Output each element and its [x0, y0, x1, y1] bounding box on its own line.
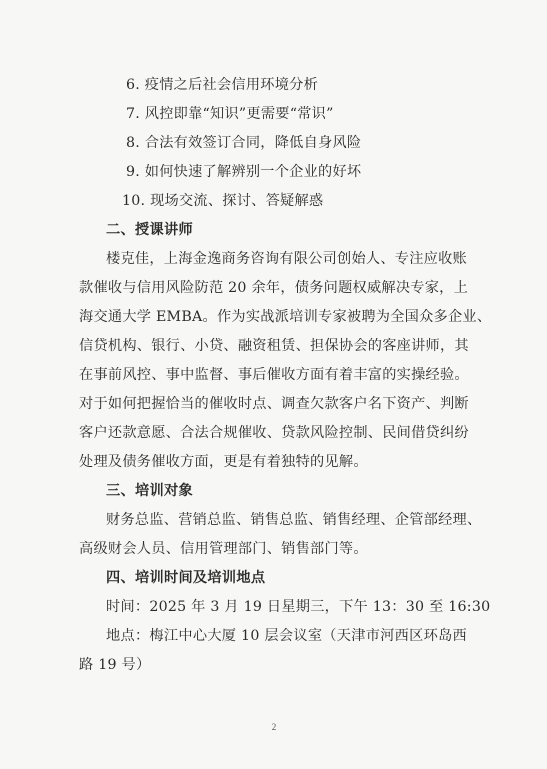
section-heading: 四、培训时间及培训地点 — [106, 570, 266, 586]
list-item: 8. 合法有效签订合同，降低自身风险 — [126, 135, 362, 151]
paragraph-line: 楼克佳，上海金逸商务咨询有限公司创始人、专注应收账 — [106, 251, 467, 267]
time-line: 时间：2025 年 3 月 19 日星期三，下午 13：30 至 16:30 — [106, 599, 491, 615]
list-item: 7. 风控即靠“知识”更需要“常识” — [126, 106, 334, 122]
paragraph-line: 款催收与信用风险防范 20 余年，债务问题权威解决专家，上 — [79, 280, 469, 296]
location-line: 地点：梅江中心大厦 10 层会议室（天津市河西区环岛西 — [106, 628, 467, 644]
list-item: 9. 如何快速了解辨别一个企业的好坏 — [126, 164, 362, 180]
section-heading: 三、培训对象 — [106, 483, 193, 499]
page-number: 2 — [271, 722, 277, 732]
paragraph-line: 对于如何把握恰当的催收时点、调查欠款客户名下资产、判断 — [79, 396, 469, 412]
paragraph-line: 高级财会人员、信用管理部门、销售部门等。 — [79, 541, 368, 557]
list-item: 6. 疫情之后社会信用环境分析 — [126, 77, 319, 93]
section-heading: 二、授课讲师 — [106, 222, 193, 238]
paragraph-line: 海交通大学 EMBA。作为实战派培训专家被聘为全国众多企业、 — [79, 309, 492, 325]
paragraph-line: 处理及债务催收方面，更是有着独特的见解。 — [79, 454, 368, 470]
list-item: 10. 现场交流、探讨、答疑解惑 — [122, 193, 324, 209]
paragraph-line: 客户还款意愿、合法合规催收、贷款风险控制、民间借贷纠纷 — [79, 425, 469, 441]
paragraph-line: 信贷机构、银行、小贷、融资租赁、担保协会的客座讲师，其 — [79, 338, 469, 354]
paragraph-line: 财务总监、营销总监、销售总监、销售经理、企管部经理、 — [106, 512, 482, 528]
paragraph-line: 在事前风控、事中监督、事后催收方面有着丰富的实操经验。 — [79, 367, 469, 383]
location-line: 路 19 号） — [79, 657, 151, 673]
